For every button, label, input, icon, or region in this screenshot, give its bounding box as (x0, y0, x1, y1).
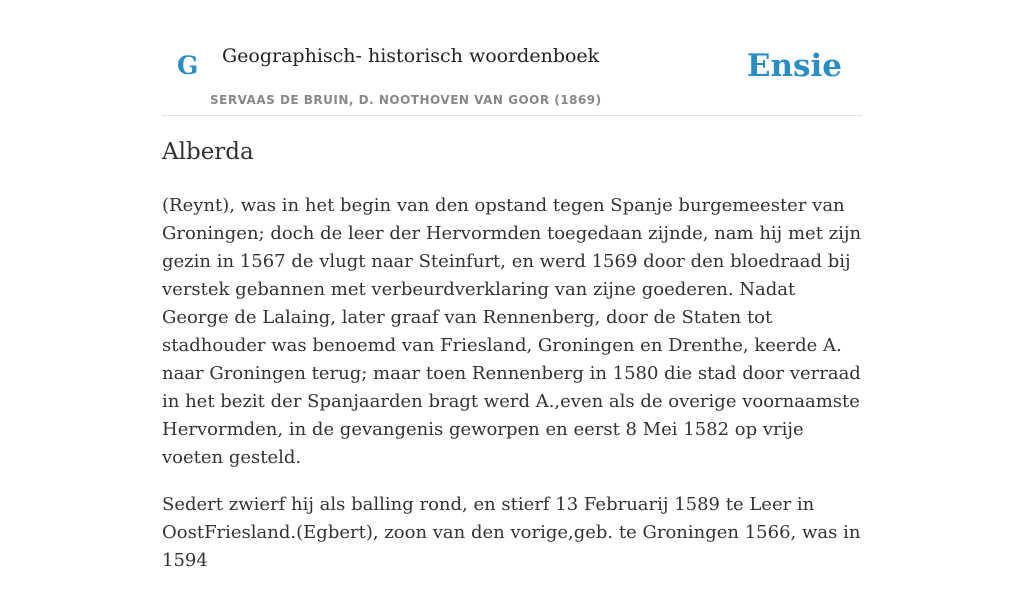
book-logo-icon[interactable]: G (177, 51, 199, 80)
entry-paragraph: (Reynt), was in het begin van den opstand tegen Spanje burgemeester van Groningen; doch de leer der Hervormden toegedaan zijnde, nam hij met zijn gezin in 1567 de vlugt naar Steinfurt, en werd 1569 door den bloedraad bij verstek gebannen met verbeurdverklaring van zijne goederen. Nadat George de Lalaing, later graaf van Rennenberg, door de Staten tot stadhouder was benoemd van Friesland, Groningen en Drenthe, keerde A. naar Groningen terug; maar toen Rennenberg in 1580 die stad door verraad in het bezit der Spanjaarden bragt werd A.,even als de overige voornaamste Hervormden, in de gevangenis geworpen en eerst 8 Mei 1582 op vrije voeten gesteld. (162, 195, 862, 468)
book-title-link[interactable]: Geographisch- historisch woordenboek (222, 45, 600, 67)
ensie-logo[interactable]: Ensie (746, 48, 842, 84)
book-authors: SERVAAS DE BRUIN, D. NOOTHOVEN VAN GOOR (1869) (210, 93, 602, 107)
header (162, 0, 862, 116)
entry-title: Alberda (162, 139, 254, 165)
entry-body (162, 192, 862, 594)
entry-paragraph: Sedert zwierf hij als balling rond, en stierf 13 Februarij 1589 te Leer in OostFriesland.(Egbert), zoon van den vorige,geb. te Groningen 1566, was in 1594 (162, 494, 861, 571)
page-container (162, 0, 862, 571)
